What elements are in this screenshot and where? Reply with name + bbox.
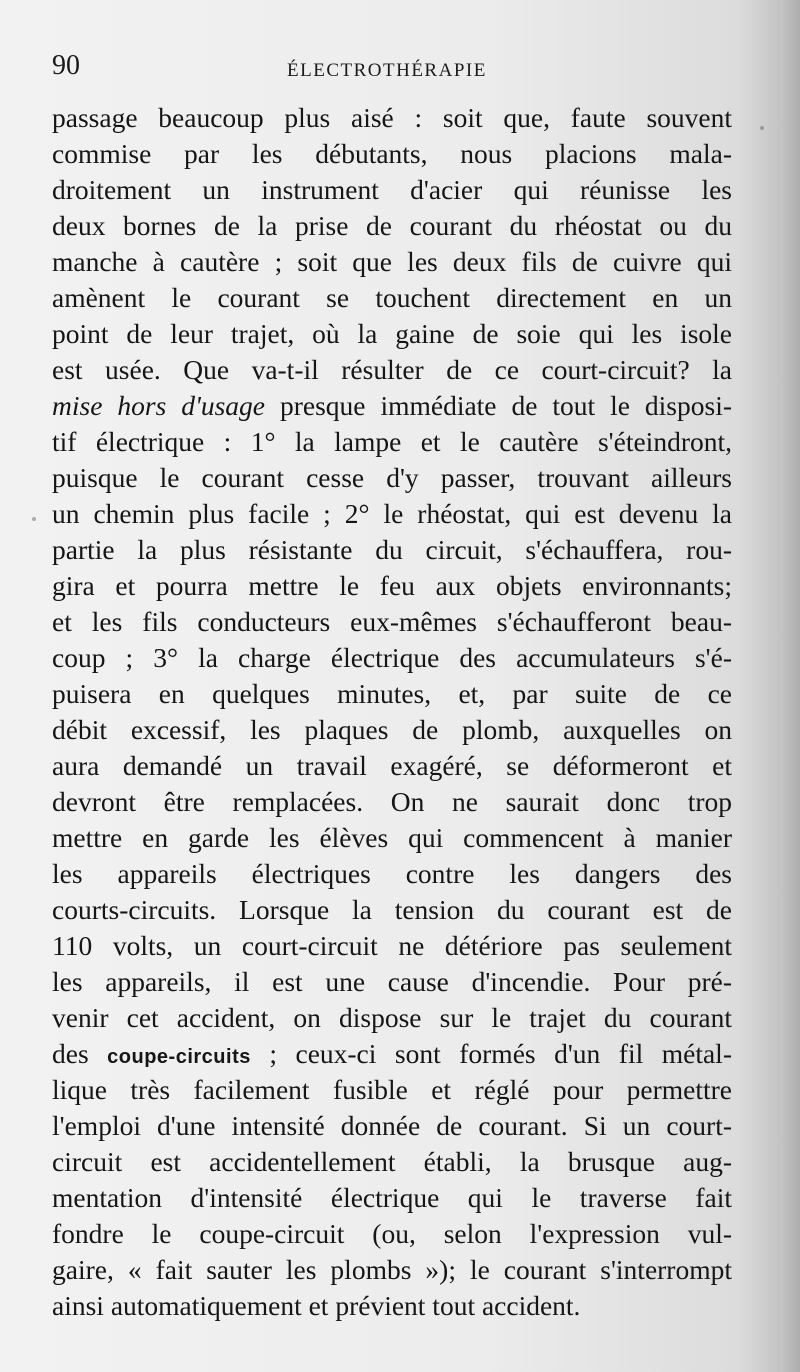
bold-term: coupe-circuits [107, 1046, 251, 1068]
text-line: aura demandé un travail exagéré, se déformeront et [52, 750, 732, 781]
text-line: droitement un instrument d'acier qui réunisse les [52, 174, 732, 205]
text-line: les appareils électriques contre les dangers des [52, 858, 732, 889]
text-line: coup ; 3° la charge électrique des accumulateurs s'é- [52, 642, 732, 673]
text-line: puisera en quelques minutes, et, par suite de ce [52, 678, 732, 709]
text-line: l'emploi d'une intensité donnée de courant. Si un court- [52, 1110, 732, 1141]
text-line: venir cet accident, on dispose sur le trajet du courant [52, 1002, 732, 1033]
text-line: courts-circuits. Lorsque la tension du courant est de [52, 894, 732, 925]
paper-speck [760, 126, 764, 130]
text-line: lique très facilement fusible et réglé pour permettre [52, 1074, 732, 1105]
text-line: point de leur trajet, où la gaine de soie qui les isole [52, 318, 732, 349]
text-line [52, 1036, 732, 1072]
text-line: ainsi automatiquement et prévient tout accident. [52, 1290, 581, 1321]
text-line: mentation d'intensité électrique qui le traverse fait [52, 1182, 732, 1213]
text-line: tif électrique : 1° la lampe et le cautère s'éteindront, [52, 426, 732, 457]
text-line: fondre le coupe-circuit (ou, selon l'expression vul- [52, 1218, 732, 1249]
body-text [52, 100, 732, 1324]
text-line: puisque le courant cesse d'y passer, trouvant ailleurs [52, 462, 732, 493]
text-line [52, 388, 732, 424]
running-title: ÉLECTROTHÉRAPIE [287, 60, 487, 81]
text-line: devront être remplacées. On ne saurait donc trop [52, 786, 732, 817]
paper-speck [32, 517, 36, 521]
text-line: et les fils conducteurs eux-mêmes s'échaufferont beau- [52, 606, 732, 637]
text-line: gira et pourra mettre le feu aux objets environnants; [52, 570, 732, 601]
text-line: passage beaucoup plus aisé : soit que, faute souvent [52, 102, 732, 133]
text-line: circuit est accidentellement établi, la brusque aug- [52, 1146, 732, 1177]
text-line: commise par les débutants, nous placions mala- [52, 138, 732, 169]
text-line: partie la plus résistante du circuit, s'échauffera, rou- [52, 534, 732, 565]
page-number: 90 [52, 50, 80, 81]
text-line: débit excessif, les plaques de plomb, auxquelles on [52, 714, 732, 745]
text-line: les appareils, il est une cause d'incendie. Pour pré- [52, 966, 732, 997]
text-line: 110 volts, un court-circuit ne détériore pas seulement [52, 930, 732, 961]
running-head [52, 50, 730, 90]
text-line: est usée. Que va-t-il résulter de ce court-circuit? la [52, 354, 732, 385]
page-gutter-shadow [740, 0, 800, 1372]
text-line: amènent le courant se touchent directement en un [52, 282, 732, 313]
text-line: gaire, « fait sauter les plombs »); le courant s'interrompt [52, 1254, 732, 1285]
text-line: un chemin plus facile ; 2° le rhéostat, qui est devenu la [52, 498, 732, 529]
line-text: des [52, 1038, 108, 1069]
text-line: manche à cautère ; soit que les deux fils de cuivre qui [52, 246, 732, 277]
italic-phrase: mise hors d'usage [52, 390, 266, 421]
line-text: ; ceux-ci sont formés d'un fil métal- [250, 1038, 732, 1069]
text-line: deux bornes de la prise de courant du rhéostat ou du [52, 210, 732, 241]
text-line: mettre en garde les élèves qui commencent à manier [52, 822, 732, 853]
line-text: presque immédiate de tout le disposi- [265, 390, 732, 421]
